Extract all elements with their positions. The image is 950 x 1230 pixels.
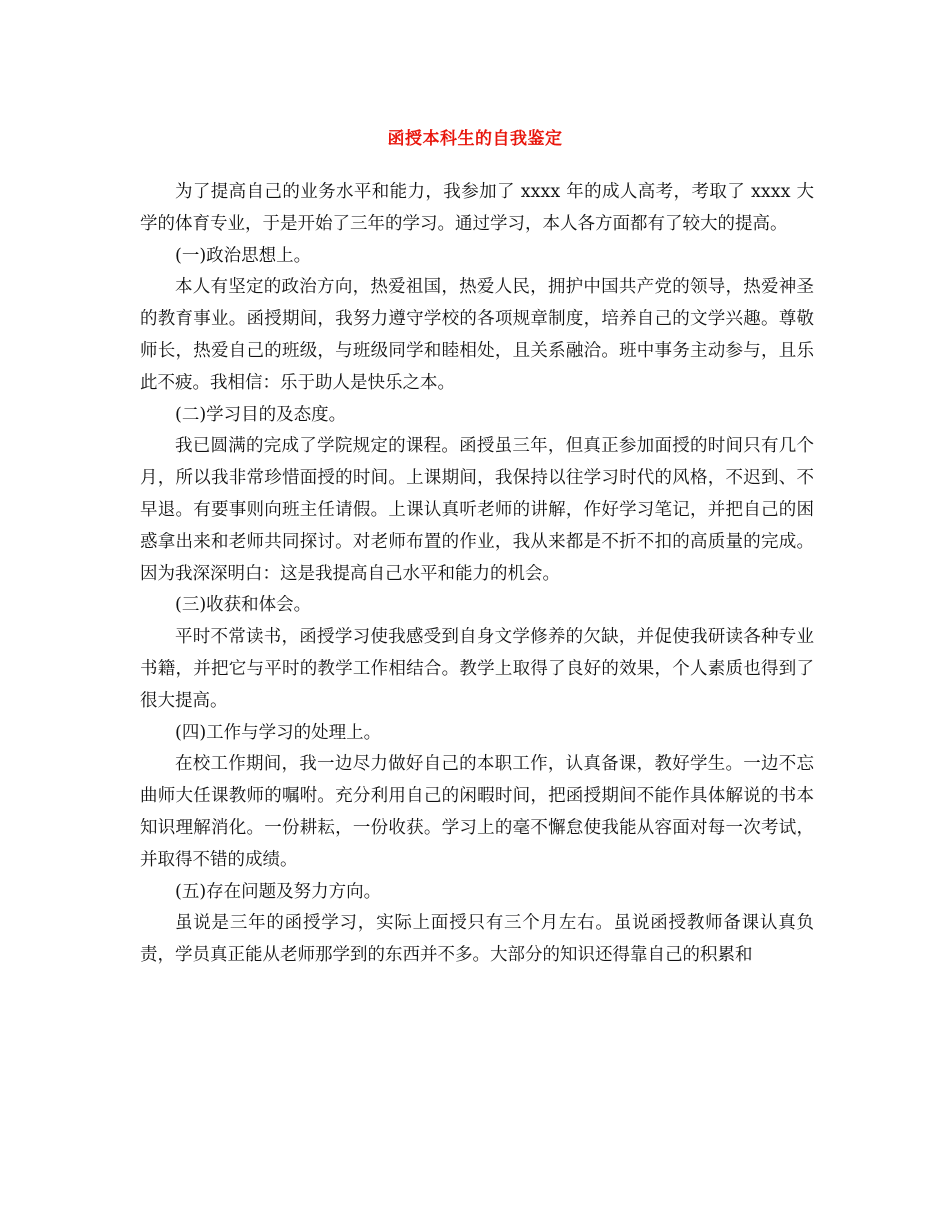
document-body [140,177,814,972]
section-heading-1: (一)政治思想上。 [175,245,312,266]
paragraph-work-study: 在校工作期间，我一边尽力做好自己的本职工作，认真备课，教好学生。一边不忘曲师大任课教师的嘱咐。充分利用自己的闲暇时间，把函授期间不能作具体解说的书本知识理解消化。一份耕耘，一份收获。学习上的毫不懈怠使我能从容面对每一次考试，并取得不错的成绩。 [140,754,814,870]
paragraph-gains: 平时不常读书，函授学习使我感受到自身文学修养的欠缺，并促使我研读各种专业书籍，并把它与平时的教学工作相结合。教学上取得了良好的效果，个人素质也得到了很大提高。 [140,627,814,711]
section-heading-2: (二)学习目的及态度。 [175,404,347,425]
paragraph-problems: 虽说是三年的函授学习，实际上面授只有三个月左右。虽说函授教师备课认真负责，学员真正能从老师那学到的东西并不多。大部分的知识还得靠自己的积累和 [140,913,814,966]
section-heading-4: (四)工作与学习的处理上。 [175,722,382,743]
paragraph-study-attitude: 我已圆满的完成了学院规定的课程。函授虽三年，但真正参加面授的时间只有几个月，所以我非常珍惜面授的时间。上课期间，我保持以往学习时代的风格，不迟到、不早退。有要事则向班主任请假。上课认真听老师的讲解，作好学习笔记，并把自己的困惑拿出来和老师共同探讨。对老师布置的作业，我从来都是不折不扣的高质量的完成。因为我深深明白：这是我提高自己水平和能力的机会。 [140,436,814,584]
section-heading-5: (五)存在问题及努力方向。 [175,881,382,902]
paragraph-intro: 为了提高自己的业务水平和能力，我参加了 xxxx 年的成人高考，考取了 xxxx 大学的体育专业，于是开始了三年的学习。通过学习，本人各方面都有了较大的提高。 [140,182,814,234]
section-heading-3: (三)收获和体会。 [175,595,312,616]
document-title: 函授本科生的自我鉴定 [387,129,563,149]
paragraph-politics: 本人有坚定的政治方向，热爱祖国，热爱人民，拥护中国共产党的领导，热爱神圣的教育事业。函授期间，我努力遵守学校的各项规章制度，培养自己的文学兴趣。尊敬师长，热爱自己的班级，与班级同学和睦相处，且关系融洽。班中事务主动参与，且乐此不疲。我相信：乐于助人是快乐之本。 [140,277,814,393]
